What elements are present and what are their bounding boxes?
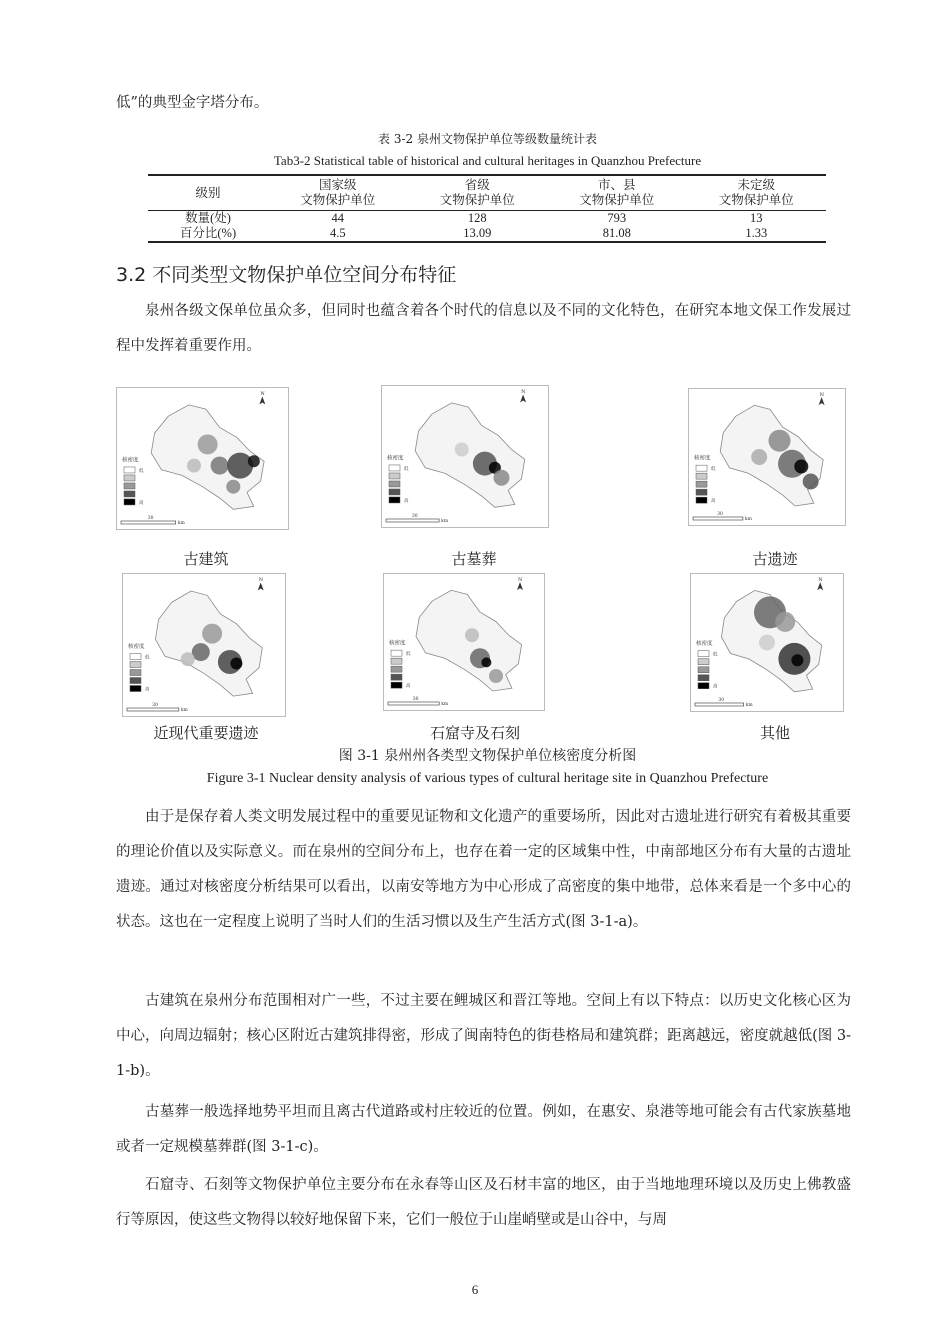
legend-swatch <box>124 475 135 481</box>
figure-label: 古墓葬 <box>451 550 497 568</box>
legend-swatch <box>389 465 400 471</box>
north-label: N <box>819 391 824 398</box>
top-line: 低”的典型金字塔分布。 <box>116 95 269 111</box>
legend-title: 核密度 <box>387 455 404 462</box>
legend-title: 核密度 <box>389 640 406 647</box>
legend-swatch <box>391 658 402 664</box>
scale-unit: km <box>441 702 449 707</box>
page-number: 6 <box>471 1282 479 1297</box>
header-line: 国家级 <box>318 178 357 192</box>
scale-bar <box>388 702 439 705</box>
legend-swatch <box>389 497 400 503</box>
figure-label: 其他 <box>759 724 790 742</box>
scale-label: 30 <box>147 516 154 521</box>
cell: 13 <box>750 211 763 225</box>
north-label: N <box>518 576 523 583</box>
scale-label: 30 <box>718 698 725 703</box>
region-outline <box>155 591 262 696</box>
density-blob <box>775 612 795 632</box>
legend-high: 高 <box>713 684 718 690</box>
figure-caption-en: Figure 3-1 Nuclear density analysis of various types of cultural heritage site in Quanzhou Prefecture <box>206 771 769 786</box>
legend-swatch <box>698 651 709 657</box>
density-blob <box>230 658 242 670</box>
legend-high: 高 <box>406 684 411 690</box>
legend-swatch <box>130 662 141 668</box>
legend-swatch <box>696 465 707 471</box>
legend-swatch <box>124 491 135 497</box>
intro-paragraph: 泉州各级文保单位虽众多，但同时也蕴含着各个时代的信息以及不同的文化特色，在研究本地文保工作发展过程中发挥着重要作用。 <box>116 303 851 354</box>
table-caption-zh: 表 3-2 泉州文物保护单位等级数量统计表 <box>378 132 597 146</box>
density-blob <box>211 457 229 475</box>
legend-low: 低 <box>406 652 411 658</box>
density-blob <box>489 669 503 683</box>
legend-swatch <box>696 489 707 495</box>
map-figure-ancient-tombs <box>381 385 549 528</box>
scale-bar <box>695 703 744 706</box>
body-paragraph: 古建筑在泉州分布范围相对广一些，不过主要在鲤城区和晋江等地。空间上有以下特点：以历史文化核心区为中心，向周边辐射；核心区附近古建筑排得密，形成了闽南特色的街巷格局和建筑群；距离越远，密度就越低(图 3-1-b)。 <box>116 993 851 1079</box>
cell: 44 <box>331 211 344 225</box>
legend-swatch <box>391 666 402 672</box>
stats-table <box>148 174 826 243</box>
region-outline <box>720 405 823 506</box>
row-label: 百分比(%) <box>179 226 237 240</box>
header-line: 省级 <box>464 178 490 192</box>
north-arrow-icon <box>517 582 523 590</box>
legend-swatch <box>130 670 141 676</box>
north-arrow-icon <box>520 394 526 402</box>
density-blob <box>181 652 195 666</box>
region-outline <box>415 403 525 507</box>
density-blob <box>759 635 775 651</box>
scale-label: 30 <box>152 703 158 708</box>
legend-swatch <box>696 481 707 487</box>
row-label: 数量(处) <box>185 211 231 225</box>
table-header-level: 级别 <box>195 185 221 200</box>
density-blob <box>198 434 218 454</box>
north-arrow-icon <box>817 582 823 590</box>
header-line: 文物保护单位 <box>579 193 655 207</box>
legend-title: 核密度 <box>122 457 139 464</box>
legend-swatch <box>130 654 141 660</box>
north-arrow-icon <box>259 396 265 404</box>
scale-unit: km <box>177 521 185 526</box>
density-blob <box>769 430 791 452</box>
legend-swatch <box>391 682 402 688</box>
legend-swatch <box>130 678 141 684</box>
north-arrow-icon <box>819 397 825 405</box>
figure-label: 古遗迹 <box>752 550 798 568</box>
density-blob <box>803 474 819 490</box>
legend-swatch <box>124 467 135 473</box>
density-blob <box>227 453 253 479</box>
legend-high: 高 <box>711 499 716 505</box>
legend-high: 高 <box>145 687 150 693</box>
cell: 81.08 <box>602 226 631 240</box>
map-figure-ancient-sites <box>688 388 846 526</box>
cell: 13.09 <box>463 226 492 240</box>
legend-swatch <box>391 650 402 656</box>
north-arrow-icon <box>258 583 264 591</box>
density-blob <box>226 480 240 494</box>
legend-swatch <box>389 489 400 495</box>
table-header-city-county <box>547 175 687 211</box>
north-label: N <box>818 576 823 583</box>
header-line: 文物保护单位 <box>439 193 515 207</box>
legend-swatch <box>389 473 400 479</box>
legend-high: 高 <box>404 498 409 504</box>
body-paragraph: 古墓葬一般选择地势平坦而且离古代道路或村庄较近的位置。例如，在惠安、泉港等地可能会有古代家族墓地或者一定规模墓葬群(图 3-1-c)。 <box>116 1104 851 1155</box>
legend-swatch <box>124 483 135 489</box>
table-row <box>148 211 826 227</box>
table-header-unrated <box>687 175 827 211</box>
north-label: N <box>521 389 526 396</box>
legend-swatch <box>696 473 707 479</box>
legend-title: 核密度 <box>128 643 145 650</box>
table-header-row <box>148 175 826 211</box>
north-label: N <box>260 391 265 398</box>
legend-swatch <box>698 675 709 681</box>
density-blob <box>494 470 510 486</box>
legend-low: 低 <box>711 467 716 473</box>
density-blob <box>791 654 803 666</box>
cell: 128 <box>467 211 487 225</box>
figure-label: 近现代重要遗迹 <box>153 724 259 742</box>
section-heading: 3.2 不同类型文物保护单位空间分布特征 <box>116 264 457 286</box>
header-line: 市、县 <box>597 178 636 192</box>
legend-swatch <box>124 499 135 505</box>
scale-bar <box>693 517 743 520</box>
legend-low: 低 <box>713 652 718 658</box>
legend-low: 低 <box>145 655 150 661</box>
scale-bar <box>386 519 439 522</box>
figure-caption-zh: 图 3-1 泉州州各类型文物保护单位核密度分析图 <box>338 748 637 764</box>
legend-title: 核密度 <box>694 455 711 462</box>
map-figure-modern-sites <box>122 573 286 717</box>
figure-label: 古建筑 <box>183 550 229 568</box>
table-header-national <box>268 175 408 211</box>
scale-bar <box>127 708 179 711</box>
scale-label: 30 <box>412 697 419 702</box>
map-figure-ancient-buildings <box>116 387 289 530</box>
legend-swatch <box>698 683 709 689</box>
north-label: N <box>258 577 264 584</box>
legend-swatch <box>696 497 707 503</box>
legend-swatch <box>391 674 402 680</box>
scale-unit: km <box>441 519 449 524</box>
body-paragraph: 由于是保存着人类文明发展过程中的重要见证物和文化遗产的重要场所，因此对古遗址进行研究有着极其重要的理论价值以及实际意义。而在泉州的空间分布上，也存在着一定的区域集中性，中南部地区分布有大量的古遗址遗迹。通过对核密度分析结果可以看出，以南安等地方为中心形成了高密度的集中地带，总体来看是一个多中心的状态。这也在一定程度上说明了当时人们的生活习惯以及生产生活方式(图 3-1-a)。 <box>116 809 851 930</box>
legend-swatch <box>698 667 709 673</box>
scale-unit: km <box>744 517 752 522</box>
density-blob <box>455 443 469 457</box>
density-blob <box>187 459 201 473</box>
scale-bar <box>121 521 176 524</box>
table-row <box>148 226 826 242</box>
table-header-provincial <box>408 175 548 211</box>
density-blob <box>202 624 222 644</box>
density-blob <box>481 657 491 667</box>
legend-swatch <box>130 686 141 692</box>
legend-low: 低 <box>404 466 409 472</box>
map-figure-grottoes-carvings <box>383 573 545 711</box>
density-blob <box>751 449 767 465</box>
legend-high: 高 <box>139 500 144 506</box>
legend-swatch <box>389 481 400 487</box>
header-line: 文物保护单位 <box>718 193 794 207</box>
scale-unit: km <box>745 703 753 708</box>
figure-label: 石窟寺及石刻 <box>429 724 520 742</box>
header-line: 未定级 <box>737 178 775 192</box>
legend-swatch <box>698 659 709 665</box>
map-figure-others <box>690 573 844 712</box>
cell: 4.5 <box>329 226 346 240</box>
density-blob <box>794 460 808 474</box>
legend-low: 低 <box>139 468 144 474</box>
header-line: 文物保护单位 <box>300 193 376 207</box>
scale-label: 30 <box>411 514 418 519</box>
cell: 793 <box>607 211 627 225</box>
density-blob <box>465 628 479 642</box>
scale-label: 30 <box>717 512 723 517</box>
table-caption-en: Tab3-2 Statistical table of historical and cultural heritages in Quanzhou Prefecture <box>273 153 702 168</box>
cell: 1.33 <box>745 226 768 240</box>
scale-unit: km <box>180 708 188 713</box>
body-paragraph: 石窟寺、石刻等文物保护单位主要分布在永春等山区及石材丰富的地区，由于当地地理环境以及历史上佛教盛行等原因，使这些文物得以较好地保留下来，它们一般位于山崖峭壁或是山谷中，与周 <box>116 1177 851 1228</box>
legend-title: 核密度 <box>696 641 713 648</box>
density-blob <box>248 455 260 467</box>
